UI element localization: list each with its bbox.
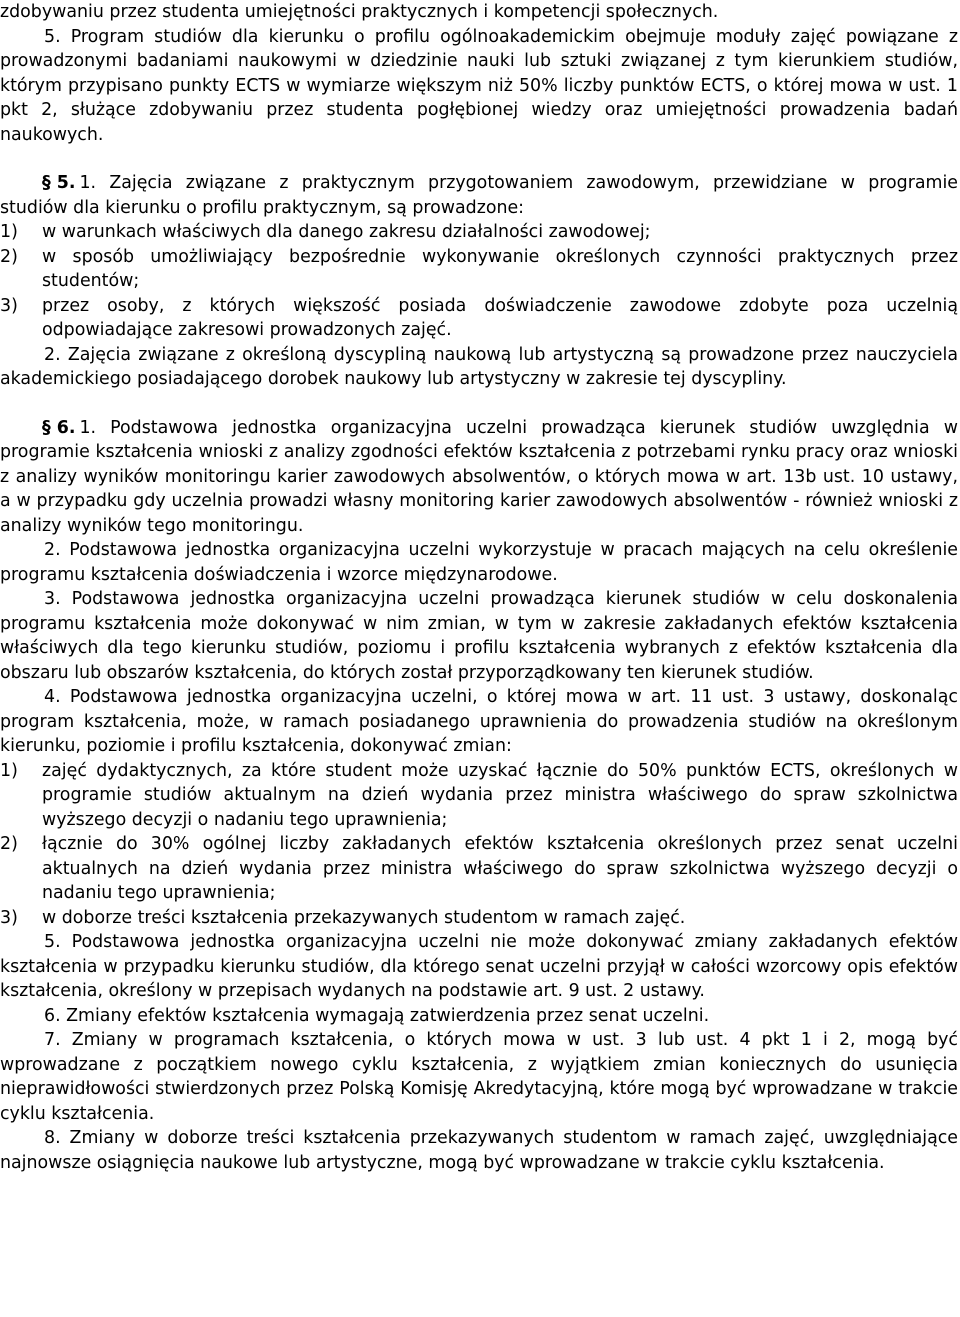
- list-item-number: 1): [0, 760, 18, 781]
- paragraph-5: 5. Program studiów dla kierunku o profilu ogólnoakademickim obejmuje moduły zajęć powiązane z prowadzonymi badaniami naukowymi w dziedzinie nauki lub sztuki związanej z tym kierunkiem studiów, którym przypisano punkty ECTS w wymiarze większym niż 50% liczby punktów ECTS, o której mowa w ust. 1 pkt 2, służące zdobywaniu przez studenta pogłębionej wiedzy oraz umiejętności prowadzenia badań naukowych.: [0, 26, 958, 145]
- list-item: [0, 759, 958, 833]
- list-item: [0, 832, 958, 906]
- section-6-paragraph-4: 4. Podstawowa jednostka organizacyjna uczelni, o której mowa w art. 11 ust. 3 ustawy, doskonaląc program kształcenia, może, w ramach posiadanego uprawnienia do prowadzenia studiów na określonym kierunku, poziomie i profilu kształcenia, dokonywać zmian:: [0, 687, 958, 756]
- list-item-text: łącznie do 30% ogólnej liczby zakładanych efektów kształcenia określonych przez senat uczelni aktualnych na dzień wydania przez ministra właściwego do spraw szkolnictwa wyższego decyzji o nadaniu tego uprawnienia;: [42, 834, 958, 903]
- list-item-text: w warunkach właściwych dla danego zakresu działalności zawodowej;: [42, 222, 651, 242]
- list-item: [0, 294, 958, 343]
- section-5-paragraph-2: 2. Zajęcia związane z określoną dyscypliną naukową lub artystyczną są prowadzone przez nauczyciela akademickiego posiadającego dorobek naukowy lub artystyczny w zakresie tej dyscypliny.: [0, 344, 958, 389]
- intro-line: zdobywaniu przez studenta umiejętności praktycznych i kompetencji społecznych.: [0, 2, 719, 22]
- section-6: [0, 416, 958, 1176]
- list-item-number: 2): [0, 246, 18, 267]
- section-6-paragraph-3: 3. Podstawowa jednostka organizacyjna uczelni prowadząca kierunek studiów w celu doskonalenia programu kształcenia może dokonywać w nim zmian, w tym w zakresie zakładanych efektów kształcenia właściwych dla tego kierunku studiów, poziomu i profilu kształcenia wybranych z efektów kształcenia dla obszaru lub obszarów kształcenia, do których został przyporządkowany ten kierunek studiów.: [0, 589, 958, 683]
- section-6-paragraph-5: 5. Podstawowa jednostka organizacyjna uczelni nie może dokonywać zmiany zakładanych efektów kształcenia w przypadku kierunku studiów, dla którego senat uczelni przyjął w całości wzorcowy opis efektów kształcenia, określony w przepisach wydanych na podstawie art. 9 ust. 2 ustawy.: [0, 932, 958, 1001]
- list-item-text: zajęć dydaktycznych, za które student może uzyskać łącznie do 50% punktów ECTS, określonych w programie studiów aktualnym na dzień wydania przez ministra właściwego do spraw szkolnictwa wyższego decyzji o nadaniu tego uprawnienia;: [42, 760, 958, 830]
- section-5: [0, 171, 958, 392]
- list-item-number: 1): [0, 222, 18, 242]
- list-item: [0, 906, 958, 931]
- list-item-text: w doborze treści kształcenia przekazywanych studentom w ramach zajęć.: [42, 907, 686, 928]
- list-item: [0, 245, 958, 294]
- section-6-paragraph-2: 2. Podstawowa jednostka organizacyjna uczelni wykorzystuje w pracach mających na celu określenie programu kształcenia doświadczenia i wzorce międzynarodowe.: [0, 540, 958, 585]
- list-item-number: 3): [0, 907, 18, 928]
- list-item-text: w sposób umożliwiający bezpośrednie wykonywanie określonych czynności praktycznych przez studentów;: [42, 246, 958, 291]
- section-5-paragraph-1: 1. Zajęcia związane z praktycznym przygotowaniem zawodowym, przewidziane w programie studiów dla kierunku o profilu praktycznym, są prowadzone:: [0, 173, 958, 218]
- list-item-text: przez osoby, z których większość posiada doświadczenie zawodowe zdobyte poza uczelnią odpowiadające zakresowi prowadzonych zajęć.: [42, 295, 958, 340]
- section-6-paragraph-6: 6. Zmiany efektów kształcenia wymagają zatwierdzenia przez senat uczelni.: [44, 1005, 710, 1026]
- list-item-number: 2): [0, 834, 18, 854]
- list-item-number: 3): [0, 295, 18, 316]
- section-6-paragraph-1: 1. Podstawowa jednostka organizacyjna uczelni prowadząca kierunek studiów uwzględnia w programie kształcenia wnioski z analizy zgodności efektów kształcenia z potrzebami rynku pracy oraz wnioski z analizy wyników monitoringu karier zawodowych absolwentów, o których mowa w art. 13b ust. 10 ustawy, a w przypadku gdy uczelnia prowadzi własny monitoring karier zawodowych absolwentów - również wnioski z analizy wyników tego monitoringu.: [0, 417, 958, 536]
- section-6-paragraph-8: 8. Zmiany w doborze treści kształcenia przekazywanych studentom w ramach zajęć, uwzględniające najnowsze osiągnięcia naukowe lub artystyczne, mogą być wprowadzane w trakcie cyklu kształcenia.: [0, 1128, 958, 1173]
- section-5-heading: § 5.: [42, 173, 76, 193]
- section-6-paragraph-7: 7. Zmiany w programach kształcenia, o których mowa w ust. 3 lub ust. 4 pkt 1 i 2, mogą być wprowadzane z początkiem nowego cyklu kształcenia, z wyjątkiem zmian koniecznych do usunięcia nieprawidłowości stwierdzonych przez Polską Komisję Akredytacyjną, które mogą być wprowadzane w trakcie cyklu kształcenia.: [0, 1030, 958, 1124]
- list-item: [0, 220, 958, 245]
- section-6-heading: § 6.: [42, 417, 76, 438]
